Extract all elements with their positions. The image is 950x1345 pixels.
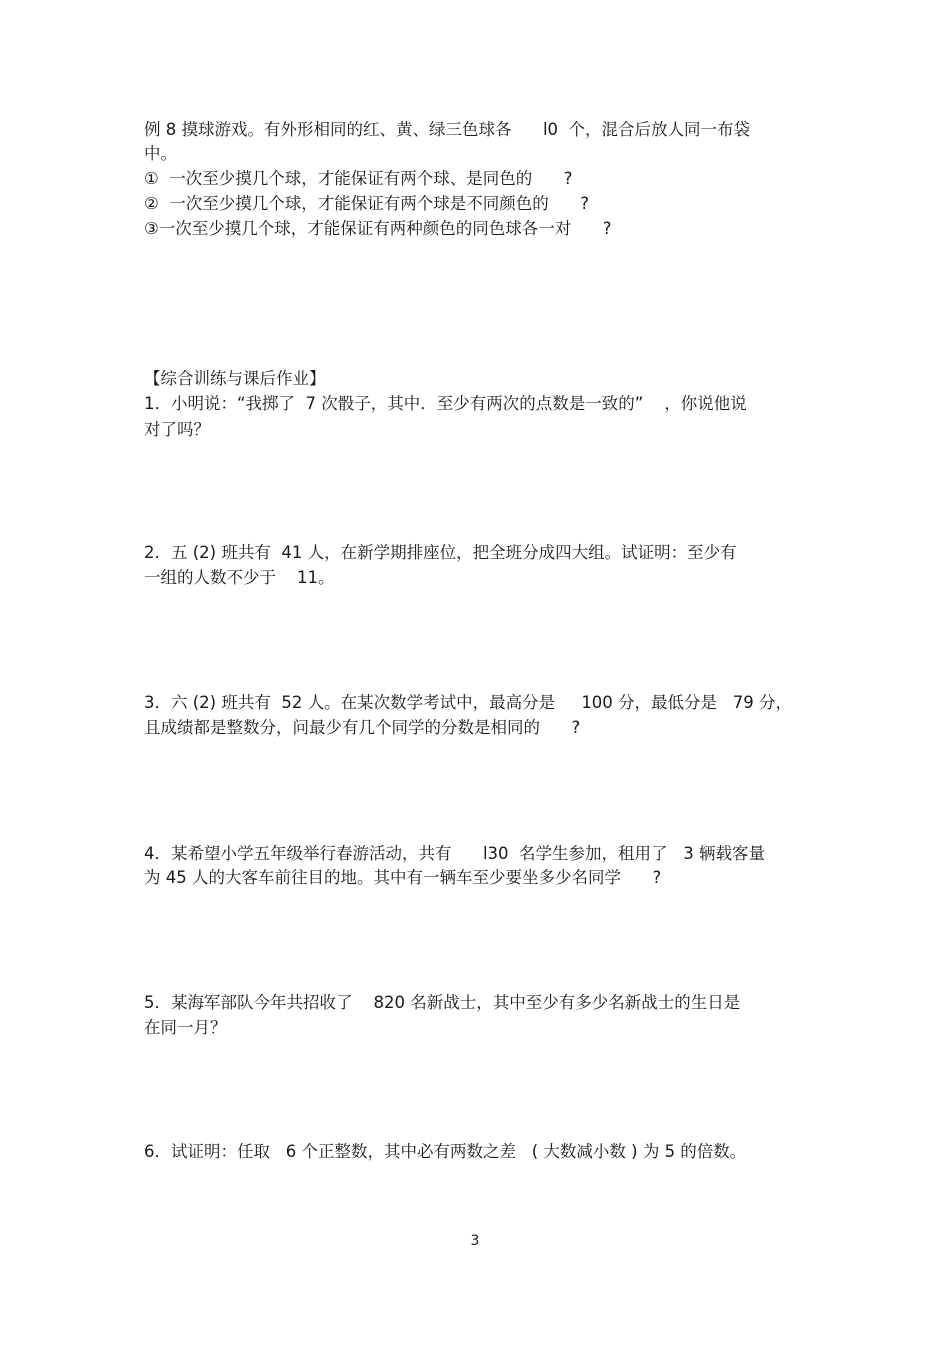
example-8-question-3: ③一次至少摸几个球，才能保证有两种颜色的同色球各一对 ? <box>144 219 612 238</box>
page-number: 3 <box>470 1233 480 1249</box>
example-8-question-1: ① 一次至少摸几个球，才能保证有两个球、是同色的 ? <box>144 169 573 188</box>
example-8-question-2: ② 一次至少摸几个球，才能保证有两个球是不同颜色的 ? <box>144 194 590 213</box>
problem-4-line-1: 4．某希望小学五年级举行春游活动，共有 l30 名学生参加，租用了 3 辆载客量 <box>144 844 766 863</box>
problem-2-line-1: 2．五 (2) 班共有 41 人，在新学期排座位，把全班分成四大组。试证明：至少有 <box>144 543 737 562</box>
section-title: 【综合训练与课后作业】 <box>144 369 326 388</box>
problem-5-line-1: 5．某海军部队今年共招收了 820 名新战士，其中至少有多少名新战士的生日是 <box>144 993 741 1012</box>
problem-2-line-2: 一组的人数不少于 11。 <box>144 568 335 587</box>
problem-1-line-1: 1．小明说：“我掷了 7 次骰子，其中．至少有两次的点数是一致的” ，你说他说 <box>144 394 747 413</box>
problem-4-line-2: 为 45 人的大客车前往目的地。其中有一辆车至少要坐多少名同学 ? <box>144 868 662 887</box>
problem-5-line-2: 在同一月？ <box>144 1018 227 1037</box>
problem-3-line-2: 且成绩都是整数分，问最少有几个同学的分数是相同的 ? <box>144 718 581 737</box>
problem-3-line-1: 3．六 (2) 班共有 52 人。在某次数学考试中，最高分是 100 分，最低分是 79 分， <box>144 693 793 712</box>
problem-6-line-1: 6．试证明：任取 6 个正整数，其中必有两数之差 ( 大数减小数 ) 为 5 的倍数。 <box>144 1142 747 1161</box>
example-8-line-1: 例 8 摸球游戏。有外形相同的红、黄、绿三色球各 l0 个，混合后放人同一布袋 <box>144 120 751 139</box>
example-8-line-2: 中。 <box>144 144 177 163</box>
problem-1-line-2: 对了吗？ <box>144 420 210 439</box>
